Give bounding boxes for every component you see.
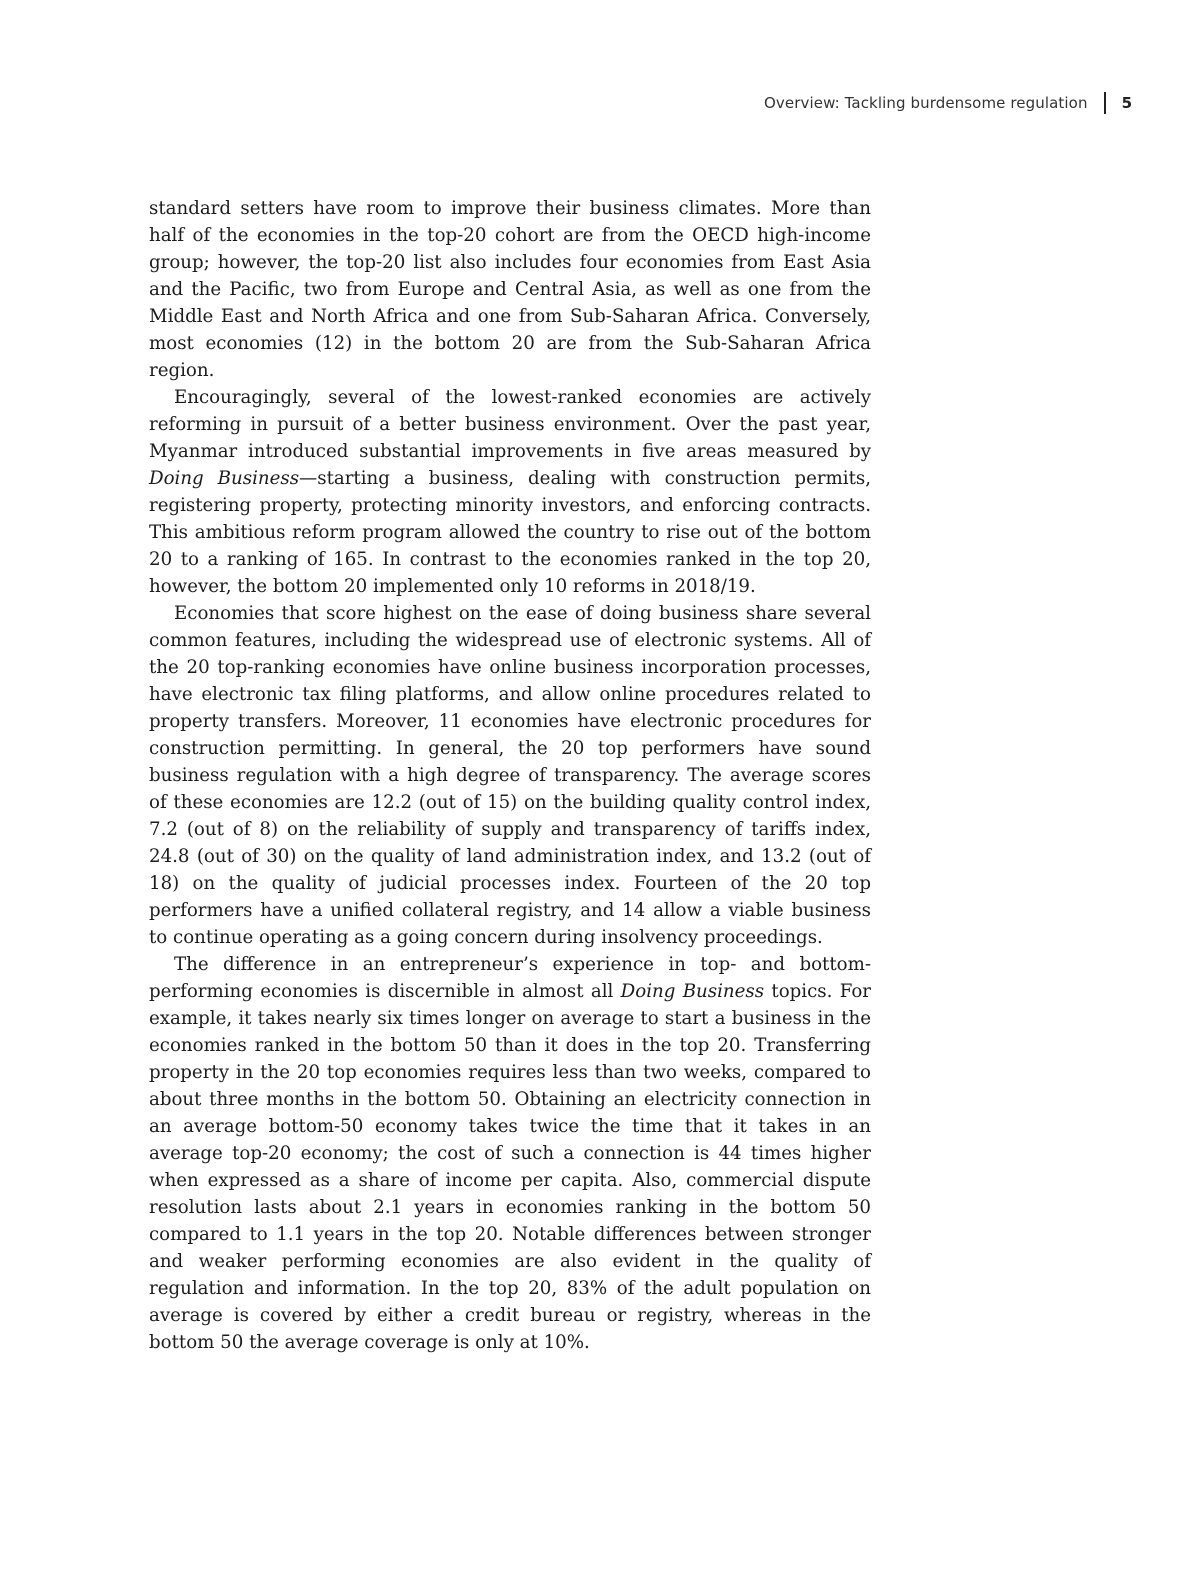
- header-divider: [1104, 92, 1106, 114]
- running-title: Overview: Tackling burdensome regulation: [764, 94, 1088, 112]
- publication-title: Doing Business: [149, 468, 300, 489]
- page-number: 5: [1121, 94, 1132, 112]
- paragraph-3-text: Economies that score highest on the ease of doing business share several common features, including the widespread use of electronic systems. All of the 20 top-ranking economies have online business incorporation processes, have electronic tax filing platforms, and allow online procedures related to property transfers. Moreover, 11 economies have electronic procedures for construction permitting. In general, the 20 top performers have sound business regulation with a high degree of transparency. The average scores of these economies are 12.2 (out of 15) on the building quality control index, 7.2 (out of 8) on the reliability of supply and transparency of tariffs index, 24.8 (out of 30) on the quality of land administration index, and 13.2 (out of 18) on the quality of judicial processes index. Fourteen of the 20 top performers have a unified collateral registry, and 14 allow a viable business to continue operating as a going concern during insolvency proceedings.: [149, 603, 871, 948]
- paragraph-1-text: standard setters have room to improve their business climates. More than half of the economies in the top-20 cohort are from the OECD high-income group; however, the top-20 list also includes four economies from East Asia and the Pacific, two from Europe and Central Asia, as well as one from the Middle East and North Africa and one from Sub-Saharan Africa. Conversely, most economies (12) in the bottom 20 are from the Sub-Saharan Africa region.: [149, 198, 871, 381]
- paragraph-2-text-b: —starting a business, dealing with construction permits, registering property, protecting minority investors, and enforcing contracts. This ambitious reform program allowed the country to rise out of the bottom 20 to a ranking of 165. In contrast to the economies ranked in the top 20, however, the bottom 20 implemented only 10 reforms in 2018/19.: [149, 468, 872, 597]
- paragraph-1: [149, 195, 871, 384]
- paragraph-3: [149, 600, 871, 951]
- paragraph-4-text-b: topics. For example, it takes nearly six times longer on average to start a business in the economies ranked in the bottom 50 than it does in the top 20. Transferring property in the 20 top economies requires less than two weeks, compared to about three months in the bottom 50. Obtaining an electricity connection in an average bottom-50 economy takes twice the time that it takes in an average top-20 economy; the cost of such a connection is 44 times higher when expressed as a share of income per capita. Also, commercial dispute resolution lasts about 2.1 years in economies ranking in the bottom 50 compared to 1.1 years in the top 20. Notable differences between stronger and weaker performing economies are also evident in the quality of regulation and information. In the top 20, 83% of the adult population on average is covered by either a credit bureau or registry, whereas in the bottom 50 the average coverage is only at 10%.: [149, 981, 871, 1353]
- body-text: [149, 195, 871, 1356]
- publication-title: Doing Business: [620, 981, 765, 1002]
- running-header: [764, 92, 1132, 114]
- paragraph-2: [149, 384, 871, 600]
- paragraph-4: [149, 951, 871, 1356]
- paragraph-2-text-a: Encouragingly, several of the lowest-ranked economies are actively reforming in pursuit of a better business environment. Over the past year, Myanmar introduced substantial improvements in five areas measured by: [149, 387, 871, 462]
- paragraph-4-text-a: The difference in an entrepreneur’s experience in top- and bottom-performing economies is discernible in almost all: [149, 954, 871, 1002]
